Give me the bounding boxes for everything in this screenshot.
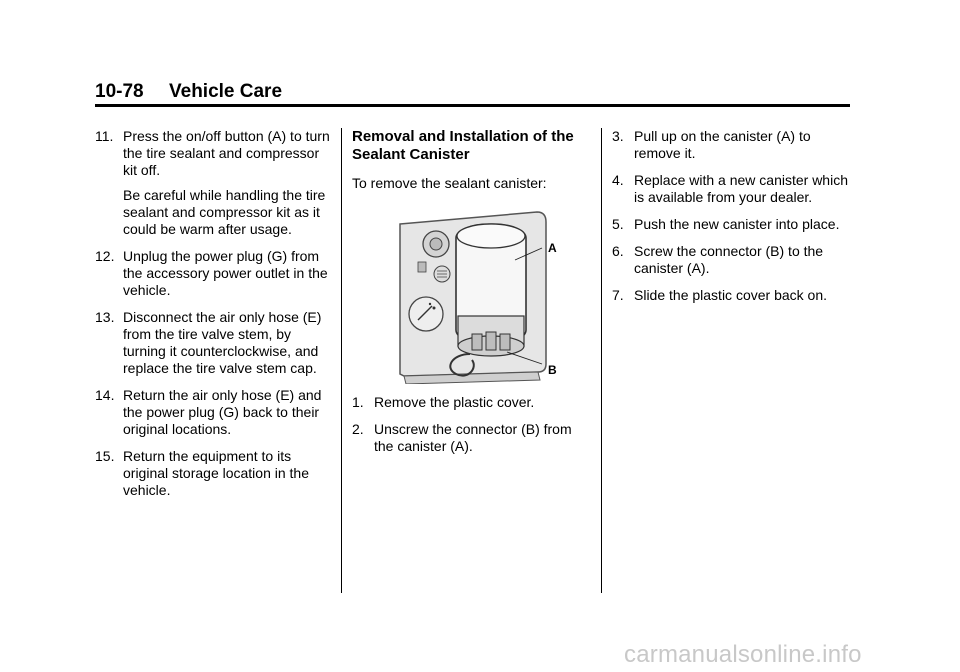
callout-label-b: B (548, 363, 557, 377)
step-number: 1. (352, 394, 364, 410)
step-text: Push the new canister into place. (634, 216, 840, 232)
page-number: 10-78 (95, 81, 144, 102)
footer-watermark-link[interactable]: carmanualsonline.info (624, 641, 862, 668)
step-number: 7. (612, 287, 624, 303)
step-11 (95, 128, 335, 179)
step-6 (612, 243, 852, 277)
step-text: Return the equipment to its original storage location in the vehicle. (123, 448, 310, 498)
intro-text: To remove the sealant canister: (352, 175, 547, 191)
step-text: Slide the plastic cover back on. (634, 287, 827, 303)
step-15 (95, 448, 335, 499)
step-number: 12. (95, 248, 115, 264)
step-number: 3. (612, 128, 624, 144)
step-14 (95, 387, 335, 438)
header-rule (95, 104, 850, 107)
step-4 (612, 172, 852, 206)
column-divider (601, 128, 602, 593)
column-3 (612, 128, 852, 314)
step-12 (95, 248, 335, 299)
step-11-note: Be careful while handling the tire sealant and compressor kit as it could be warm after usage. (123, 187, 326, 237)
callout-label-a: A (548, 241, 557, 255)
column-2 (352, 128, 592, 465)
step-text: Disconnect the air only hose (E) from the tire valve stem, by turning it counterclockwise, and replace the tire valve stem cap. (123, 309, 322, 376)
step-text: Pull up on the canister (A) to remove it. (634, 128, 811, 161)
step-number: 11. (95, 128, 114, 144)
step-number: 13. (95, 309, 115, 325)
section-heading: Removal and Installation of the Sealant Canister (352, 128, 574, 163)
step-number: 5. (612, 216, 624, 232)
step-number: 4. (612, 172, 624, 188)
page-header (95, 80, 850, 104)
step-text: Unplug the power plug (G) from the accessory power outlet in the vehicle. (123, 248, 328, 298)
step-text: Return the air only hose (E) and the power plug (G) back to their original locations. (123, 387, 322, 437)
step-text: Press the on/off button (A) to turn the tire sealant and compressor kit off. (123, 128, 330, 178)
step-number: 2. (352, 421, 364, 437)
sealant-canister-illustration (352, 204, 592, 384)
step-text: Unscrew the connector (B) from the canister (A). (374, 421, 572, 454)
section-title: Vehicle Care (169, 81, 283, 102)
step-number: 15. (95, 448, 115, 464)
column-1 (95, 128, 335, 509)
step-text: Replace with a new canister which is available from your dealer. (634, 172, 848, 205)
step-13 (95, 309, 335, 377)
step-2 (352, 421, 592, 455)
step-number: 14. (95, 387, 115, 403)
step-7 (612, 287, 852, 304)
column-divider (341, 128, 342, 593)
step-5 (612, 216, 852, 233)
step-text: Remove the plastic cover. (374, 394, 535, 410)
step-number: 6. (612, 243, 624, 259)
step-text: Screw the connector (B) to the canister (A). (634, 243, 824, 276)
step-1 (352, 394, 592, 411)
canister-drawing (352, 204, 592, 384)
step-3 (612, 128, 852, 162)
